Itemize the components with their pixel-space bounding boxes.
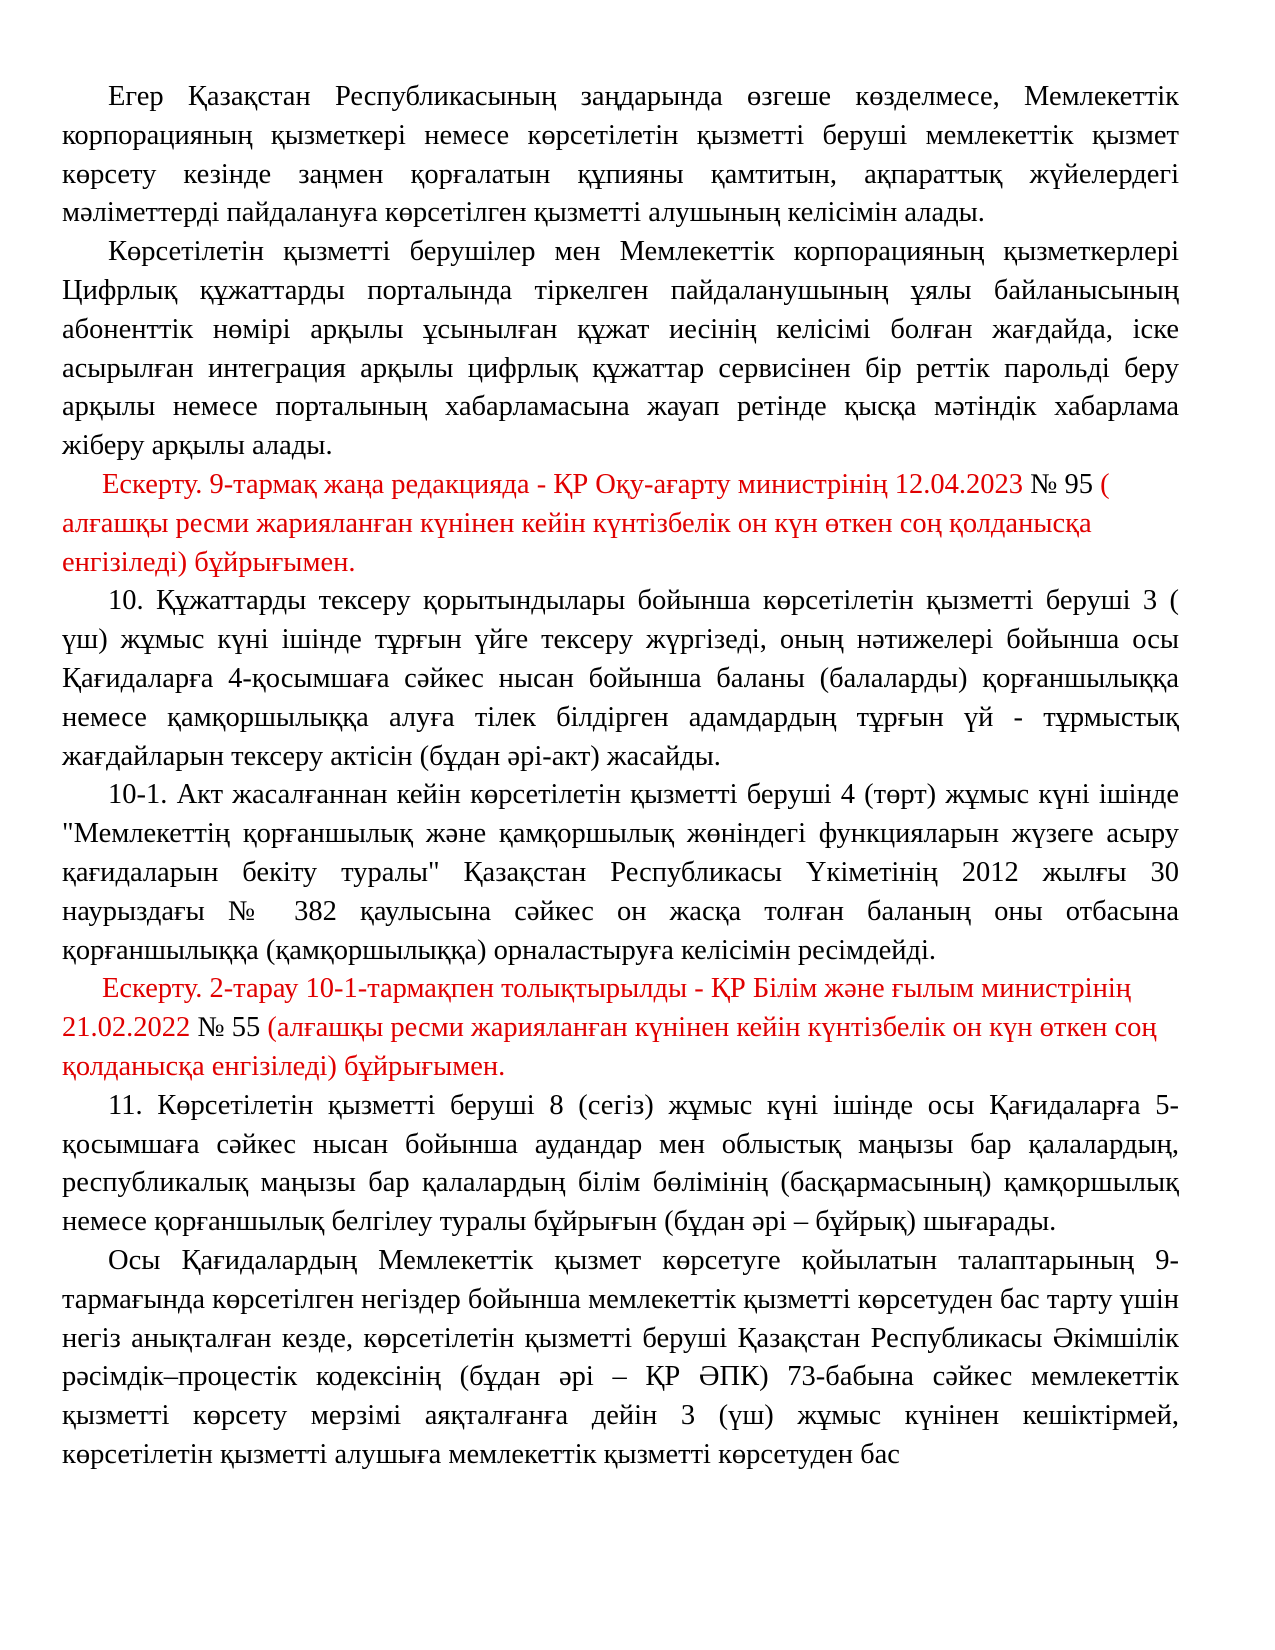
note-amendment-2022	[62, 970, 1179, 1086]
paragraph-10-1: 10-1. Акт жасалғаннан кейін көрсетілетін қызметті беруші 4 (төрт) жұмыс күні ішінде "Мемлекеттің қорғаншылық және қамқоршылық жөніндегі функцияларын жүзеге асыру қағидаларын бекіту туралы" Қазақстан Республикасы Үкіметінің 2012 жылғы 30 наурыздағы № 382 қаулысына сәйкес он жасқа толған баланың оны отбасына қорғаншылыққа (қамқоршылыққа) орналастыруға келісімін ресімдейді.	[62, 779, 1179, 966]
paragraph-10: 10. Құжаттарды тексеру қорытындылары бойынша көрсетілетін қызметті беруші 3 ( үш) жұмыс күні ішінде тұрғын үйге тексеру жүргізеді, оның нәтижелері бойынша осы Қағидаларға 4-қосымшаға сәйкес нысан бойынша баланы (балаларды) қорғаншылыққа немесе қамқоршылыққа алуға тілек білдірген адамдардың тұрғын үй - тұрмыстық жағдайларын тексеру актісін (бұдан әрі-акт) жасайды.	[62, 585, 1179, 772]
paragraph-refusal: Осы Қағидалардың Мемлекеттік қызмет көрсетуге қойылатын талаптарының 9-тармағында көрсетілген негіздер бойынша мемлекеттік қызметті көрсетуден бас тарту үшін негіз анықталған кезде, көрсетілетін қызметті беруші Қазақстан Республикасы Әкімшілік рәсімдік–процестік кодексінің (бұдан әрі – ҚР ӘПК) 73-бабына сәйкес мемлекеттік қызметті көрсету мерзімі аяқталғанға дейін 3 (үш) жұмыс күнінен кешіктірмей, көрсетілетін қызметті алушыға мемлекеттік қызметті көрсетуден бас	[62, 1244, 1179, 1470]
note-2022-lead: Ескерту. 2-тарау 10-1-тармақпен толықтырылды - ҚР Білім және ғылым министрінің 21.02.2022	[62, 973, 1132, 1044]
note-2023-tail: ( алғашқы ресми жарияланған күнінен кейін күнтізбелік он күн өткен соң қолданысқа енгізіледі) бұйрығымен.	[62, 468, 1110, 578]
paragraph-11: 11. Көрсетілетін қызметті беруші 8 (сегіз) жұмыс күні ішінде осы Қағидаларға 5-қосымшаға сәйкес нысан бойынша аудандар мен облыстық маңызы бар қалалардың, республикалық маңызы бар қалалардың білім бөлімінің (басқармасының) қамқоршылық немесе қорғаншылық белгілеу туралы бұйрығын (бұдан әрі – бұйрық) шығарады.	[62, 1089, 1179, 1238]
paragraph-digital-documents: Көрсетілетін қызметті берушілер мен Мемлекеттік корпорацияның қызметкерлері Цифрлық құжаттарды порталында тіркелген пайдаланушының ұялы байланысының абоненттік нөмірі арқылы ұсынылған құжат иесінің келісімі болған жағдайда, іске асырылған интеграция арқылы цифрлық құжаттар сервисінен бір реттік парольді беру арқылы немесе порталының хабарламасына жауап ретінде қысқа мәтіндік хабарлама жіберу арқылы алады.	[62, 236, 1179, 462]
note-amendment-2023	[62, 466, 1179, 582]
note-2022-tail: (алғашқы ресми жарияланған күнінен кейін күнтізбелік он күн өткен соң қолданысқа енгізіледі) бұйрығымен.	[62, 1012, 1157, 1082]
note-2022-order-number: № 55	[197, 1012, 268, 1044]
note-2023-lead: Ескерту. 9-тармақ жаңа редакцияда - ҚР Оқу-ағарту министрінің 12.04.2023	[102, 468, 1031, 500]
note-2023-order-number: № 95	[1030, 468, 1101, 500]
paragraph-consent: Егер Қазақстан Республикасының заңдарында өзгеше көзделмесе, Мемлекеттік корпорацияның қызметкері немесе көрсетілетін қызметті беруші мемлекеттік қызмет көрсету кезінде заңмен қорғалатын құпияны қамтитын, ақпараттық жүйелердегі мәліметтерді пайдалануға көрсетілген қызметті алушының келісімін алады.	[62, 81, 1179, 229]
